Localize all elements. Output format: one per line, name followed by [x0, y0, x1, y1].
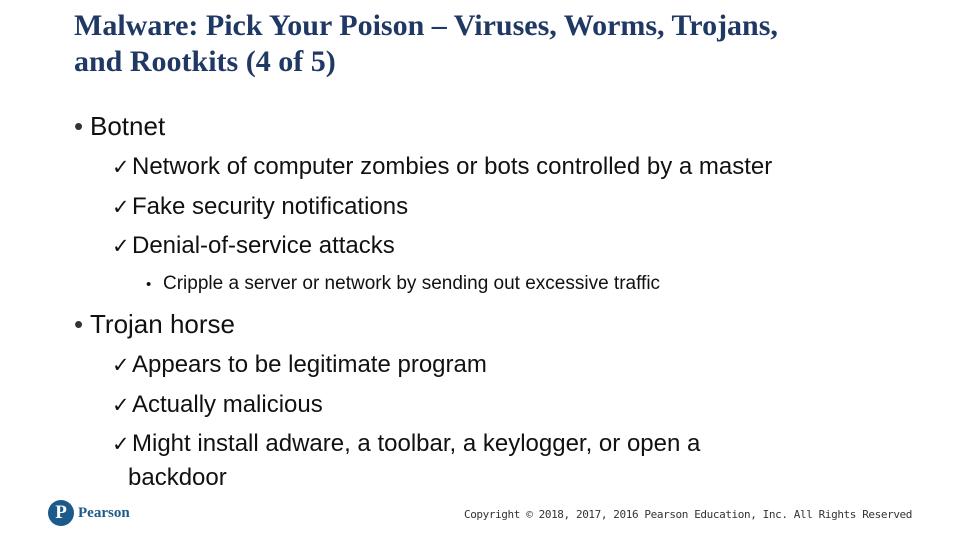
bullet-dot: • — [146, 276, 152, 293]
bullet-label: Trojan horse — [90, 309, 235, 339]
checkmark-icon: ✓ — [112, 353, 130, 377]
pearson-p-icon: P — [48, 500, 74, 526]
check-item — [112, 350, 487, 380]
bullet-trojan-horse — [74, 308, 235, 340]
check-item — [112, 390, 323, 420]
checkmark-icon: ✓ — [112, 234, 130, 258]
bullet-dot: • — [74, 111, 84, 141]
title-line-2: and Rootkits (4 of 5) — [74, 45, 336, 78]
check-item — [112, 429, 700, 459]
check-item-text: Network of computer zombies or bots controlled by a master — [132, 153, 773, 180]
checkmark-icon: ✓ — [112, 155, 130, 179]
checkmark-icon: ✓ — [112, 195, 130, 219]
check-item — [112, 231, 395, 261]
logo-text: Pearson — [78, 504, 130, 521]
check-item — [112, 192, 408, 222]
slide-title — [74, 8, 954, 80]
checkmark-icon: ✓ — [112, 432, 130, 456]
checkmark-icon: ✓ — [112, 393, 130, 417]
bullet-dot: • — [74, 309, 84, 339]
pearson-logo — [48, 500, 130, 526]
check-item — [112, 152, 772, 182]
check-item-text: Actually malicious — [132, 391, 323, 418]
copyright-notice: Copyright © 2018, 2017, 2016 Pearson Education, Inc. All Rights Reserved — [463, 508, 912, 521]
check-item-continuation: backdoor — [128, 464, 227, 491]
check-item-text: Appears to be legitimate program — [132, 351, 487, 378]
bullet-label: Botnet — [90, 111, 166, 141]
check-item-text: Might install adware, a toolbar, a keylogger, or open a — [132, 430, 701, 457]
title-line-1: Malware: Pick Your Poison – Viruses, Worms, Trojans, — [74, 9, 778, 42]
check-item-text: Fake security notifications — [132, 193, 409, 220]
bullet-botnet — [74, 110, 165, 142]
sub-item-text: Cripple a server or network by sending out excessive traffic — [163, 273, 661, 294]
check-item-text: Denial-of-service attacks — [132, 232, 395, 259]
sub-item — [146, 272, 660, 297]
